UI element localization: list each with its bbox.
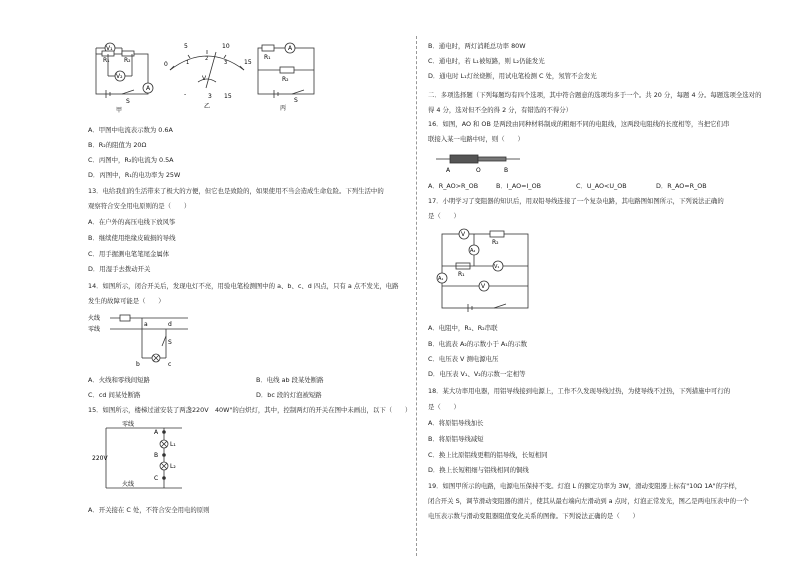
voltmeter-figure-yi: [162, 38, 252, 110]
q12-option-b: B．R₂的阻值为 20Ω: [88, 141, 147, 149]
q16-option-d: D．R_AO=R_OB: [656, 182, 707, 190]
q16-point-o: O: [476, 167, 481, 174]
dial-15-terminal: 15: [224, 93, 232, 100]
q14-stem-line1: 14．如图所示，闭合开关后，发现电灯不亮，用验电笔检测图中的 a、b、c、d 四点，只有 a 点不发光，电路: [88, 282, 399, 290]
fig3-caption: 丙: [280, 105, 287, 112]
q16-wire-figure: [436, 150, 526, 176]
fig1-r2-label: R₂: [124, 57, 131, 64]
q14-point-a: a: [144, 321, 148, 328]
left-column: [88, 0, 412, 562]
fig1-r1-label: R₁: [103, 57, 110, 64]
q16-option-a: A．R_AO>R_OB: [428, 182, 479, 190]
q12-option-c: C．丙图中，R₂的电流为 0.5A: [88, 156, 174, 164]
q16-stem-line1: 16．如图，AO 和 OB 是两段由同种材料制成的粗细不同的电阻线，这两段电阻线的长度相等，当把它们串: [428, 120, 730, 128]
q13-option-a: A．在户外的高压电线下放风筝: [88, 218, 176, 226]
q17-option-a: A．电阻中，R₁、R₂串联: [428, 324, 498, 332]
dial-3-terminal: 3: [208, 93, 212, 100]
fig3-r1-label: R₁: [264, 54, 271, 61]
q17-a1-label: A₁: [438, 276, 444, 282]
q15-option-c: C．通电时，若 L₁被短路，则 L₂仍能发光: [428, 57, 545, 65]
q15-option-a: A．开关接在 C 处，不符合安全用电的原则: [88, 506, 210, 514]
q14-stem-line2: 发生的故障可能是（ ）: [88, 297, 165, 305]
q17-r2-label: R₂: [492, 239, 499, 246]
q15-option-d: D．通电时 L₁灯丝烧断，用试电笔检测 C 处，氖管不会发光: [428, 72, 597, 80]
q17-r1-label: R₁: [458, 271, 465, 278]
q19-stem-line3: 电压表示数与滑动变阻器阻值变化关系的图像。下列说法正确的是（ ）: [428, 512, 639, 520]
fig3-r2-label: R₂: [282, 76, 289, 83]
q14-point-d: d: [168, 321, 172, 328]
q15-point-c: C: [154, 475, 159, 482]
q14-circuit-figure: [88, 310, 198, 370]
q14-switch-label: S: [168, 339, 172, 346]
q15-l2-label: L₂: [170, 463, 176, 470]
q14-point-b: b: [136, 361, 140, 368]
q14-option-b: B．电线 ab 段某处断路: [256, 376, 324, 384]
fig1-caption: 甲: [116, 107, 123, 114]
dial-v-label: V: [202, 75, 207, 82]
q17-stem-line2: 是（ ）: [428, 212, 460, 220]
dial-tick-2: 2: [205, 56, 209, 62]
right-column: [428, 0, 768, 562]
q17-v1-label: V₁: [494, 264, 500, 270]
dial-minus-terminal: -: [184, 91, 187, 98]
q15-zero-line-label: 零线: [122, 421, 135, 428]
q16-point-a: A: [446, 167, 451, 174]
q15-point-b: B: [154, 452, 159, 459]
q12-option-a: A．甲图中电流表示数为 0.6A: [88, 126, 173, 134]
q14-zero-line-label: 零线: [88, 326, 101, 333]
q17-stem-line1: 17．小明学习了变阻器的知识后，用双铅导线连接了一个复杂电路，其电路图如图所示，下列说法正确的: [428, 197, 724, 205]
q12-option-d: D．丙图中，R₁的电功率为 25W: [88, 171, 181, 179]
q14-fire-line-label: 火线: [88, 315, 101, 322]
q15-circuit-figure: [92, 420, 192, 500]
q13-option-d: D．用湿手去拨动开关: [88, 265, 151, 273]
dial-tick-0: 0: [164, 61, 168, 68]
dial-tick-3: 3: [224, 60, 228, 66]
q17-v-label: V: [461, 231, 466, 238]
circuit-figure-jia: [90, 40, 162, 114]
q15-fire-line-label: 火线: [122, 481, 135, 488]
q15-stem-line1: 15．如图所示，楼梯过道安装了两盏220V 40W"的白炽灯，其中，控制两灯的开关在图中未画出，以下（ ）: [88, 406, 412, 414]
q18-stem-line2: 是（ ）: [428, 403, 460, 411]
fig1-a-label: A: [146, 85, 151, 92]
q17-option-d: D．电压表 V₁、V₂的示数一定相等: [428, 370, 526, 378]
q18-option-d: D．换上长短粗细与铝线相同的铜线: [428, 466, 529, 474]
q14-option-a: A．火线和零线间短路: [88, 376, 150, 384]
q18-stem-line1: 18．某大功率用电器，用铝导线接到电源上，工作不久发现导线过热，为使导线不过热，下列措施中可行的: [428, 387, 731, 395]
fig1-v2-label: V₂: [116, 73, 123, 80]
q14-option-c: C．cd 间某处断路: [88, 391, 141, 399]
circuit-figure-bing: [252, 42, 324, 112]
q18-option-b: B．将原铝导线减短: [428, 435, 484, 443]
q16-point-b: B: [504, 167, 509, 174]
q17-circuit-figure: [434, 224, 538, 316]
dial-tick-10: 10: [222, 43, 230, 50]
q15-voltage-label: 220V: [92, 455, 108, 462]
fig1-s-label: S: [126, 98, 130, 105]
fig3-s-label: S: [294, 97, 298, 104]
q16-option-b: B．I_AO=I_OB: [496, 182, 541, 190]
q14-point-c: c: [168, 361, 172, 368]
q15-point-a: A: [154, 429, 159, 436]
q16-option-c: C．U_AO<U_OB: [576, 182, 627, 190]
q13-option-c: C．用手握测电笔笔尾金属体: [88, 250, 170, 258]
q13-option-b: B．继续使用绝缘皮破损的导线: [88, 234, 176, 242]
column-divider: [416, 36, 417, 556]
q17-option-c: C．电压表 V 测电源电压: [428, 355, 499, 363]
dial-tick-5: 5: [184, 43, 188, 50]
q18-option-a: A．将原铝导线加长: [428, 419, 484, 427]
q13-stem-line1: 13．电给我们的生活带来了极大的方便，但它也是致险的，如果使用不当会造成生命危险。下列生活中的: [88, 187, 384, 195]
q17-option-b: B．电流表 A₂的示数小于 A₁的示数: [428, 340, 528, 348]
q19-stem-line1: 19．如图甲所示的电路，电源电压保持不变。灯泡 L 的额定功率为 3W，滑动变阻器上标有"10Ω 1A"的字样，: [428, 482, 742, 490]
dial-tick-1: 1: [186, 60, 190, 66]
q16-stem-line2: 联接入某一电路中时，则（ ）: [428, 135, 524, 143]
dial-tick-15: 15: [244, 59, 252, 66]
fig2-caption: 乙: [204, 103, 211, 110]
fig1-v1-label: V₁: [106, 45, 113, 52]
q15-option-b: B．通电时，两灯消耗总功率 80W: [428, 42, 526, 50]
section-heading-multiple-choice: 二．多项选择题（下列每题均有四个选项，其中符合题意的选项均多于一个。共 20 分，每题 4 分。每题选项全选对的得 4 分，选对但不全的得 2 分，有错选的不得分）: [428, 91, 762, 114]
fig3-a-label: A: [288, 45, 293, 52]
q14-option-d: D．bc 段的灯泡被短路: [256, 391, 322, 399]
q18-option-c: C．换上比原铝线更粗的铝导线，长短相同: [428, 451, 548, 459]
q17-v2-label: V: [481, 283, 486, 290]
q19-stem-line2: 闭合开关 S，调节滑动变阻器的滑片，使其从最右端向左滑动到 a 点时，灯泡正常发光，图乙是两电压表中的一个: [428, 497, 749, 505]
q17-a2-label: A₂: [470, 248, 476, 254]
q13-stem-line2: 观察符合安全用电原则的是（ ）: [88, 202, 191, 210]
q15-l1-label: L₁: [170, 441, 176, 448]
